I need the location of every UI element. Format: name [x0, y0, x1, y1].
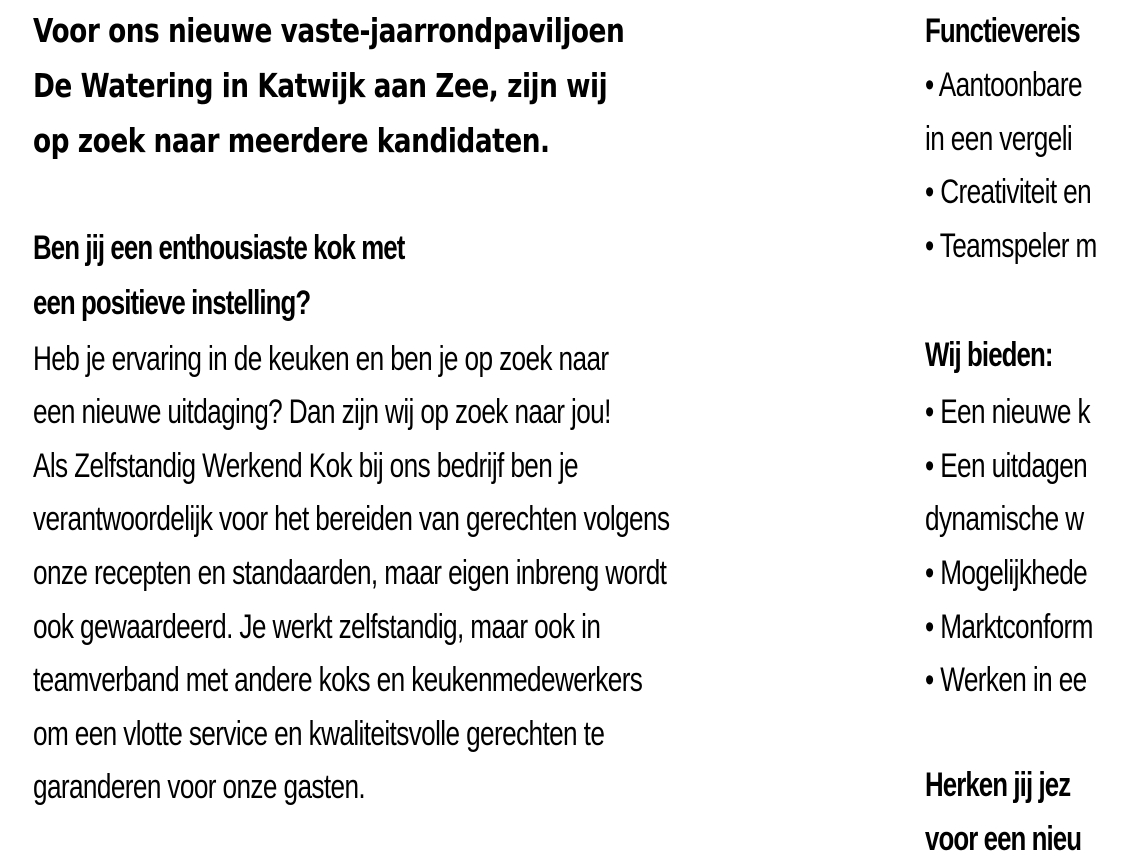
- offer-item-3: • Mogelijkhede: [925, 554, 1088, 592]
- offer-item-1: • Een nieuwe k: [925, 393, 1091, 431]
- body-line-4: verantwoordelijk voor het bereiden van gerechten volgens: [33, 500, 670, 538]
- offer-item-2-continued: dynamische w: [925, 500, 1084, 538]
- body-line-2: een nieuwe uitdaging? Dan zijn wij op zoek naar jou!: [33, 393, 611, 431]
- body-line-7: teamverband met andere koks en keukenmedewerkers: [33, 661, 643, 699]
- question-heading-line-2: een positieve instelling?: [33, 284, 311, 322]
- requirement-item-2: • Creativiteit en: [925, 173, 1092, 211]
- requirement-item-1-continued: in een vergeli: [925, 120, 1073, 158]
- offer-item-5: • Werken in ee: [925, 661, 1087, 699]
- intro-line-3: op zoek naar meerdere kandidaten.: [33, 121, 550, 160]
- body-line-1: Heb je ervaring in de keuken en ben je op zoek naar: [33, 340, 609, 378]
- intro-line-1: Voor ons nieuwe vaste-jaarrondpaviljoen: [33, 11, 625, 50]
- offer-item-4: • Marktconform: [925, 608, 1093, 646]
- offer-item-2: • Een uitdagen: [925, 447, 1088, 485]
- body-line-6: ook gewaardeerd. Je werkt zelfstandig, maar ook in: [33, 608, 601, 646]
- body-line-5: onze recepten en standaarden, maar eigen inbreng wordt: [33, 554, 667, 592]
- requirements-heading: Functievereis: [925, 12, 1080, 50]
- body-line-8: om een vlotte service en kwaliteitsvolle gerechten te: [33, 715, 605, 753]
- offer-heading: Wij bieden:: [925, 336, 1053, 374]
- body-line-9: garanderen voor onze gasten.: [33, 768, 366, 806]
- requirement-item-3: • Teamspeler m: [925, 227, 1097, 265]
- question-heading-line-1: Ben jij een enthousiaste kok met: [33, 229, 405, 267]
- requirement-item-1: • Aantoonbare: [925, 66, 1082, 104]
- closing-heading-line-1: Herken jij jez: [925, 766, 1071, 804]
- intro-line-2: De Watering in Katwijk aan Zee, zijn wij: [33, 66, 608, 105]
- closing-heading-line-2: voor een nieu: [925, 820, 1082, 858]
- body-line-3: Als Zelfstandig Werkend Kok bij ons bedrijf ben je: [33, 447, 578, 485]
